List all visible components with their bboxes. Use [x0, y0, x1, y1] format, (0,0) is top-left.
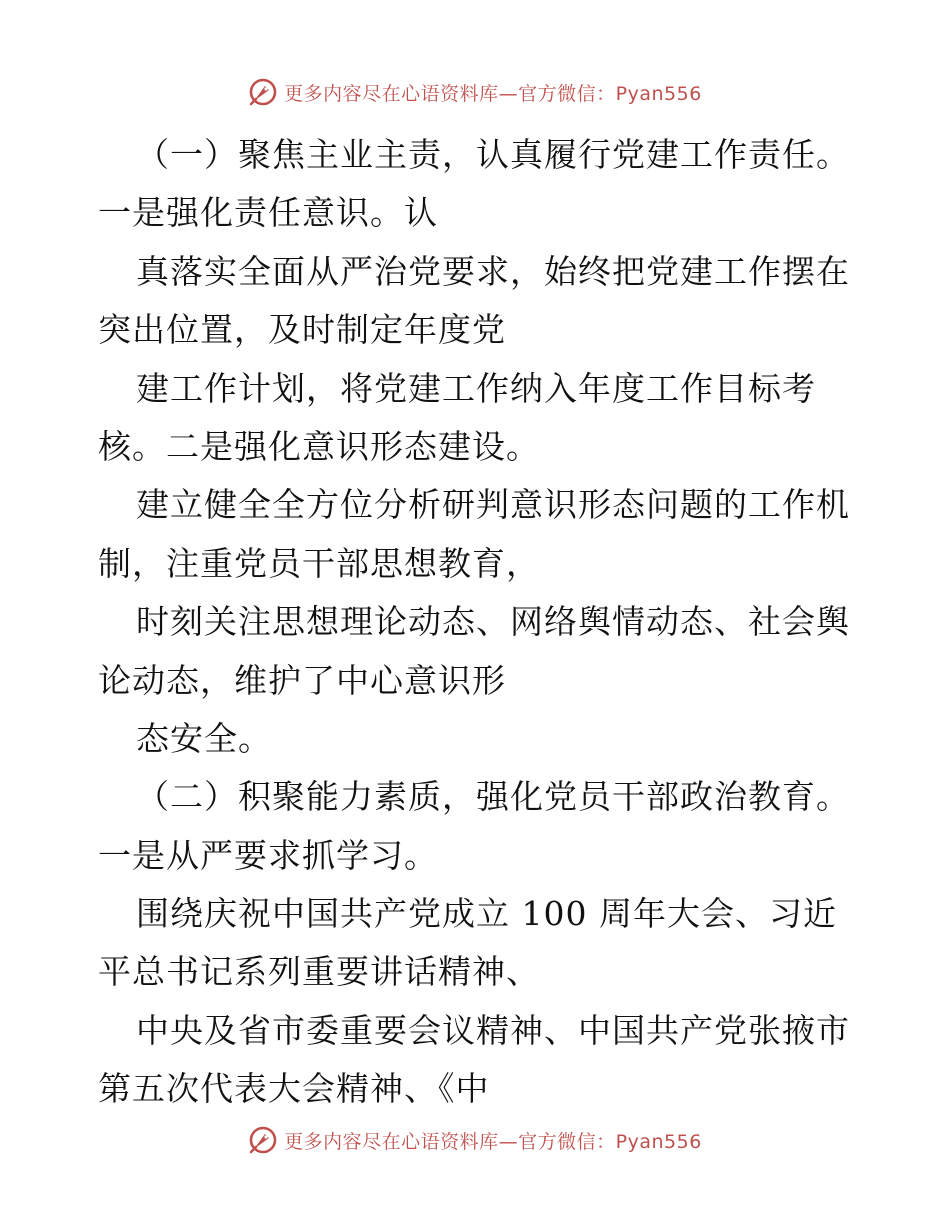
- text-line: 核。二是强化意识形态建设。: [98, 426, 540, 466]
- text-line: 突出位置，及时制定年度党: [98, 310, 506, 350]
- text-line: 真落实全面从严治党要求，始终把党建工作摆在: [136, 251, 850, 291]
- text-line: 一是从严要求抓学习。: [98, 835, 438, 875]
- text-line: 态安全。: [136, 718, 272, 758]
- text-line: 中央及省市委重要会议精神、中国共产党张掖市: [136, 1010, 850, 1050]
- pen-nib-logo-icon: [248, 77, 278, 107]
- footer-banner: [0, 1120, 950, 1160]
- pen-nib-logo-icon: [248, 1125, 278, 1155]
- header-banner: [0, 72, 950, 112]
- text-line: 第五次代表大会精神、《中: [98, 1069, 490, 1109]
- footer-banner-text: 更多内容尽在心语资料库—官方微信：Pyan556: [284, 1130, 702, 1153]
- document-body: [98, 126, 858, 1119]
- text-line: 制，注重党员干部思想教育，: [98, 543, 540, 583]
- text-line: 一是强化责任意识。认: [98, 193, 438, 233]
- text-line: 时刻关注思想理论动态、网络舆情动态、社会舆: [136, 602, 850, 642]
- text-line: 论动态，维护了中心意识形: [98, 660, 506, 700]
- text-line: 围绕庆祝中国共产党成立 100 周年大会、习近: [136, 894, 837, 934]
- text-line: （二）积聚能力素质，强化党员干部政治教育。: [136, 777, 850, 817]
- header-banner-text: 更多内容尽在心语资料库—官方微信：Pyan556: [284, 82, 702, 105]
- text-line: 平总书记系列重要讲话精神、: [98, 952, 540, 992]
- text-line: 建工作计划，将党建工作纳入年度工作目标考: [136, 368, 816, 408]
- text-line: （一）聚焦主业主责，认真履行党建工作责任。: [136, 135, 850, 174]
- text-line: 建立健全全方位分析研判意识形态问题的工作机: [136, 485, 850, 525]
